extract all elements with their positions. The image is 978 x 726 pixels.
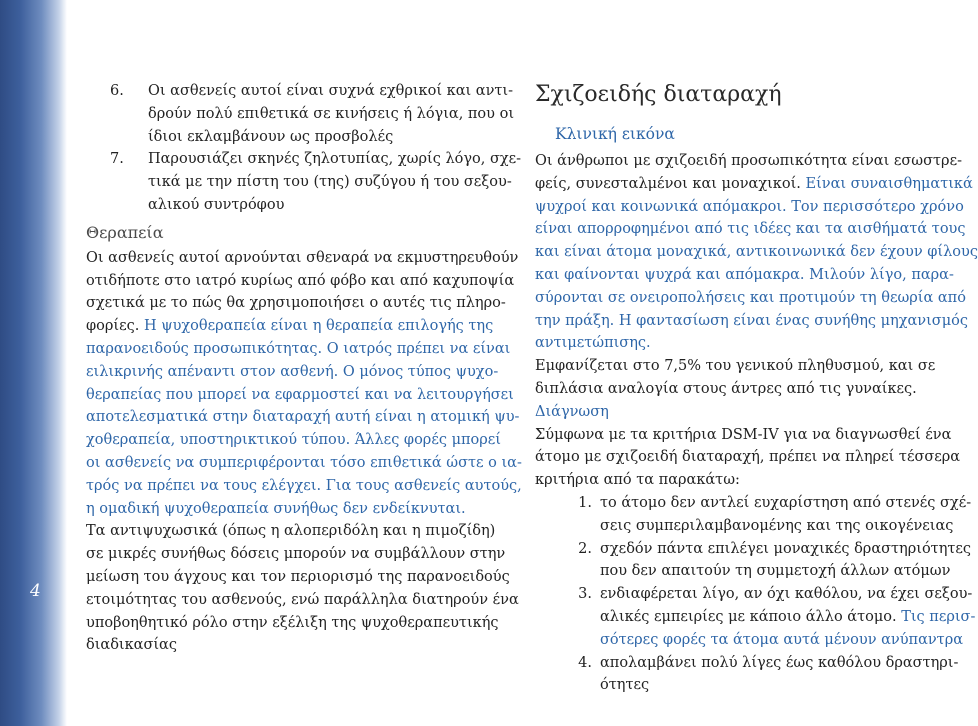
list-text: Οι ασθενείς αυτοί είναι συχνά εχθρικοί και αντι- — [148, 83, 514, 99]
highlight-line: παρανοειδούς προσωπικότητας. Ο ιατρός πρέπει να είναι — [86, 340, 511, 357]
paragraph-line: διπλάσια αναλογία στους άντρες από τις γυναίκες. — [535, 380, 917, 397]
paragraph-line: Σύμφωνα με τα κριτήρια DSM-IV για να διαγνωσθεί ένα — [535, 426, 952, 443]
criterion-item-3 — [535, 583, 973, 606]
criterion-item-3-cont — [535, 606, 976, 629]
page-number: 4 — [30, 581, 41, 601]
paragraph-line — [86, 475, 522, 498]
subsection-heading-clinical: Κλινική εικόνα — [555, 125, 675, 143]
criterion-item-2 — [535, 538, 972, 561]
highlight-line: θεραπείας που μπορεί να εφαρμοστεί και να λειτουργήσει — [86, 386, 514, 403]
paragraph-line: σε μικρές συνήθως δόσεις μπορούν να συμβάλλουν στην — [86, 546, 506, 563]
list-number: 2. — [578, 540, 592, 557]
paragraph-line: υποβοηθητικό ρόλο στην εξέλιξη της ψυχοθεραπευτικής — [86, 614, 499, 631]
paragraph-text: φορίες. — [86, 318, 140, 335]
list-number: 1. — [578, 494, 592, 511]
criterion-item-2-cont: που δεν απαιτούν τη συμμετοχή άλλων ατόμων — [600, 563, 951, 580]
highlight-text: χοθεραπεία, υποστηρικτικού τύπου. — [86, 432, 351, 449]
list-item-6 — [86, 80, 516, 103]
right-column — [535, 80, 978, 697]
criterion-item-4-cont: ότητες — [600, 677, 650, 694]
paragraph-line: ετοιμότητας του ασθενούς, ενώ παράλληλα διατηρούν ένα — [86, 591, 519, 608]
criterion-item-1 — [535, 492, 972, 515]
list-text: Παρουσιάζει σκηνές ζηλοτυπίας, χωρίς λόγο, σχε- — [148, 151, 522, 168]
section-title: Σχιζοειδής διαταραχή — [535, 82, 782, 107]
list-item-6-cont: ίδιοι εκλαμβάνουν ως προσβολές — [148, 128, 394, 145]
paragraph-line: μείωση του άγχους και τον περιορισμό της παρανοειδούς — [86, 568, 510, 585]
highlight-text: ειλικρινής απέναντι στον ασθενή. — [86, 363, 339, 380]
paragraph-line — [535, 173, 973, 196]
highlight-line: είναι απορροφημένοι από τις ιδέες και τα αισθήματά τους — [535, 221, 966, 238]
paragraph-line: σχετικά με το πώς θα χρησιμοποιήσει ο αυτές τις πληρο- — [86, 295, 506, 312]
list-number: 6. — [110, 83, 124, 99]
highlight-text: Είναι συναισθηματικά — [805, 175, 973, 192]
paragraph-text: φείς, συνεσταλμένοι και μοναχικοί. — [535, 175, 801, 192]
list-item-6-cont: δρούν πολύ επιθετικά σε κινήσεις ή λόγια, που οι — [148, 105, 515, 122]
highlight-line: αποτελεσματικά στην διαταραχή αυτή είναι η ατομική ψυ- — [86, 409, 520, 426]
highlight-line: αντιμετώπισης. — [535, 335, 651, 352]
paragraph-line: διαδικασίας — [86, 637, 177, 654]
criterion-item-1-cont: σεις συμπεριλαμβανομένης και της οικογένειας — [600, 517, 954, 534]
section-heading-therapy: Θεραπεία — [86, 222, 164, 242]
criterion-item-4 — [535, 652, 959, 675]
list-item-7 — [86, 148, 522, 171]
highlight-line: οι ασθενείς να συμπεριφέρονται τόσο επιθετικά ώστε ο ια- — [86, 454, 522, 471]
paragraph-line — [535, 264, 955, 287]
paragraph-line: άτομο με σχιζοειδή διαταραχή, πρέπει να πληρεί τέσσερα — [535, 449, 961, 466]
list-text: ενδιαφέρεται λίγο, αν όχι καθόλου, να έχει σεξου- — [600, 586, 973, 603]
paragraph-line: Εμφανίζεται στο 7,5% του γενικού πληθυσμού, και σε — [535, 358, 936, 375]
highlight-text: και φαίνονται ψυχρά και απόμακρα. — [535, 266, 805, 283]
list-text: απολαμβάνει πολύ λίγες έως καθόλου δραστηρι- — [600, 654, 959, 671]
paragraph-line: Τα αντιψυχωσικά (όπως η αλοπεριδόλη και η πιμοζίδη) — [86, 523, 496, 540]
list-number: 3. — [578, 586, 592, 603]
highlight-text: Άλλες φορές μπορεί — [354, 432, 501, 449]
list-number: 4. — [578, 654, 592, 671]
left-sidebar-band — [0, 0, 67, 726]
highlight-line: την πράξη. Η φαντασίωση είναι ένας συνήθης μηχανισμός — [535, 312, 968, 329]
highlight-line: και είναι άτομα μοναχικά, αντικοινωνικά δεν έχουν φίλους — [535, 244, 978, 261]
subsection-heading-diagnosis: Διάγνωση — [535, 403, 609, 420]
list-text: αλικές εμπειρίες με κάποιο άλλο άτομο. — [600, 608, 897, 625]
paragraph-line: Οι ασθενείς αυτοί αρνούνται σθεναρά να εκμυστηρευθούν — [86, 249, 519, 266]
highlight-text: Μιλούν λίγο, παρα- — [809, 266, 954, 283]
highlight-line: ψυχροί και κοινωνικά απόμακροι. Τον περισσότερο χρόνο — [535, 198, 964, 215]
highlight-line: η ομαδική ψυχοθεραπεία συνήθως δεν ενδείκνυται. — [86, 500, 466, 517]
left-column — [86, 80, 522, 657]
list-text: σχεδόν πάντα επιλέγει μοναχικές δραστηριότητες — [600, 540, 972, 557]
list-number: 7. — [110, 151, 124, 168]
highlight-text: Τις περισ- — [901, 608, 976, 625]
paragraph-line — [86, 361, 516, 384]
list-item-7-cont: τικά με την πίστη του (της) συζύγου ή του σεξου- — [148, 174, 512, 191]
paragraph-line — [86, 315, 516, 338]
highlight-text: Για τους ασθενείς αυτούς, — [325, 477, 522, 494]
list-text: το άτομο δεν αντλεί ευχαρίστηση από στενές σχέ- — [600, 494, 972, 511]
highlight-text: Η ψυχοθεραπεία είναι η θεραπεία επιλογής της — [143, 318, 494, 335]
paragraph-line: οτιδήποτε στο ιατρό κυρίως από φόβο και από καχυποψία — [86, 272, 515, 289]
criterion-item-3-cont: σότερες φορές τα άτομα αυτά μένουν ανύπαντρα — [600, 631, 964, 648]
highlight-text: τρός να πρέπει να τους ελέγχει. — [86, 477, 322, 494]
list-item-7-cont: αλικού συντρόφου — [148, 196, 285, 213]
paragraph-line: Οι άνθρωποι με σχιζοειδή προσωπικότητα είναι εσωστρε- — [535, 153, 962, 169]
highlight-line: σύρονται σε ονειροπολήσεις και προτιμούν τη θεωρία από — [535, 289, 966, 306]
highlight-text: Ο μόνος τύπος ψυχο- — [342, 363, 499, 380]
paragraph-line: κριτήρια από τα παρακάτω: — [535, 472, 740, 489]
paragraph-line — [86, 429, 516, 452]
